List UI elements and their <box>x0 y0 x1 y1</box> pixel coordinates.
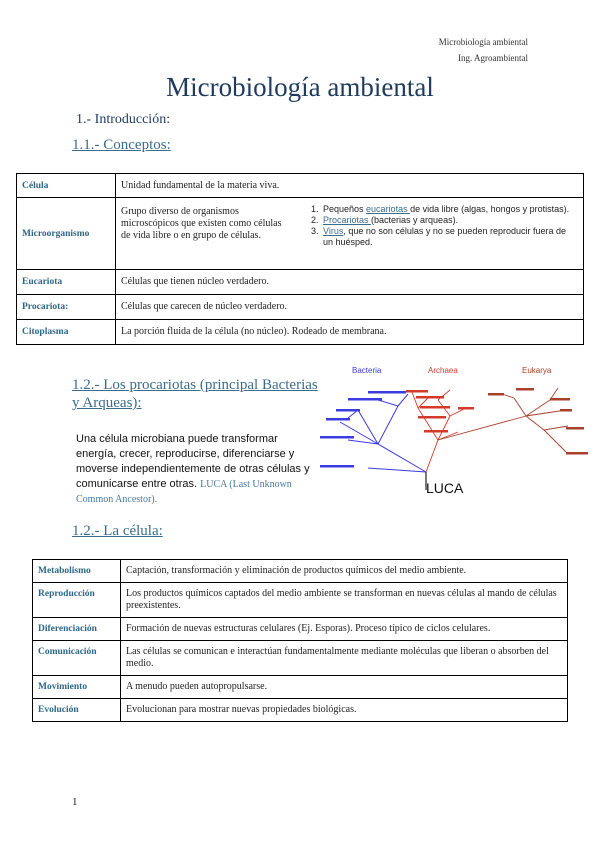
term-cell: Citoplasma <box>17 320 116 345</box>
definition-cell: Grupo diverso de organismos microscópicos que existen como células de vida libre o en grupo de células. <box>116 198 295 270</box>
definition-cell: Evolucionan para mostrar nuevas propiedades biológicas. <box>121 699 568 722</box>
definition-cell: Formación de nuevas estructuras celulares (Ej. Esporas). Proceso típico de ciclos celulares. <box>121 618 568 641</box>
table-row <box>33 618 568 641</box>
term-cell: Eucariota <box>17 270 116 295</box>
eukarya-branches <box>438 388 568 452</box>
bacteria-branches <box>340 394 426 472</box>
procariotas-link[interactable]: Procariotas <box>323 215 372 225</box>
term-cell: Procariota: <box>17 295 116 320</box>
definition-cell: La porción fluida de la célula (no núcleo). Rodeado de membrana. <box>116 320 584 345</box>
microorganism-types-cell <box>294 198 584 270</box>
microorganism-types-list <box>299 204 578 248</box>
term-cell: Metabolismo <box>33 560 121 583</box>
definition-cell: Las células se comunican e interactúan fundamentalmente mediante moléculas que liberan o absorben del medio. <box>121 641 568 676</box>
definition-cell: A menudo pueden autopropulsarse. <box>121 676 568 699</box>
luca-note: LUCA (Last Unknown Common Ancestor). <box>76 479 292 505</box>
phylogenetic-tree-figure <box>318 360 590 510</box>
archaea-leaf-labels <box>406 390 474 433</box>
page-title: Microbiología ambiental <box>166 72 434 102</box>
virus-link[interactable]: Virus <box>323 226 344 236</box>
table-row <box>17 174 584 198</box>
table-row <box>17 320 584 345</box>
definition-cell: Unidad fundamental de la materia viva. <box>116 174 584 198</box>
section-introduccion-heading: 1.- Introducción: <box>76 112 171 127</box>
table-row <box>17 198 584 270</box>
luca-label: LUCA <box>426 480 464 496</box>
table-row <box>33 583 568 618</box>
section-procariotas-heading: 1.2.- Los procariotas (principal Bacterias y Arqueas): <box>72 377 318 411</box>
eukarya-label: Eukarya <box>522 366 552 375</box>
bacteria-label: Bacteria <box>352 366 382 375</box>
list-item: 3. Virus, que no son células y no se pueden reproducir fuera de un huésped. <box>321 226 578 248</box>
section-conceptos-heading: 1.1.- Conceptos: <box>72 137 171 153</box>
list-item: 1. Pequeños eucariotas de vida libre (algas, hongos y protistas). <box>321 204 578 215</box>
term-cell: Microorganismo <box>17 198 116 270</box>
page-number: 1 <box>72 796 78 808</box>
table-row <box>33 560 568 583</box>
procariotas-paragraph: Una célula microbiana puede transformar energía, crecer, reproducirse, diferenciarse y moverse independientemente de otras células y comunicarse entre otras. LUCA (Last Unknown Common Ancestor). <box>76 433 310 505</box>
term-cell: Evolución <box>33 699 121 722</box>
header-degree: Ing. Agroambiental <box>458 53 528 63</box>
eukarya-leaf-labels <box>488 388 588 455</box>
table-row <box>17 295 584 320</box>
table-row <box>33 699 568 722</box>
term-cell: Movimiento <box>33 676 121 699</box>
definition-cell: Células que tienen núcleo verdadero. <box>116 270 584 295</box>
table-row <box>33 641 568 676</box>
list-item: 2. Procariotas (bacterias y arqueas). <box>321 215 578 226</box>
archaea-label: Archaea <box>428 366 458 375</box>
concepts-table <box>16 173 584 345</box>
term-cell: Diferenciación <box>33 618 121 641</box>
cell-properties-table <box>32 559 568 722</box>
table-row <box>33 676 568 699</box>
definition-cell: Células que carecen de núcleo verdadero. <box>116 295 584 320</box>
definition-cell: Captación, transformación y eliminación de productos químicos del medio ambiente. <box>121 560 568 583</box>
term-cell: Comunicación <box>33 641 121 676</box>
table-row <box>17 270 584 295</box>
eucariotas-link[interactable]: eucariotas <box>366 204 411 214</box>
header-subject: Microbiología ambiental <box>438 37 528 47</box>
section-celula-heading: 1.2.- La célula: <box>72 523 163 539</box>
bacteria-leaf-labels <box>320 391 406 468</box>
term-cell: Célula <box>17 174 116 198</box>
term-cell: Reproducción <box>33 583 121 618</box>
definition-cell: Los productos químicos captados del medio ambiente se transforman en nuevas células al mando de células preexistentes. <box>121 583 568 618</box>
